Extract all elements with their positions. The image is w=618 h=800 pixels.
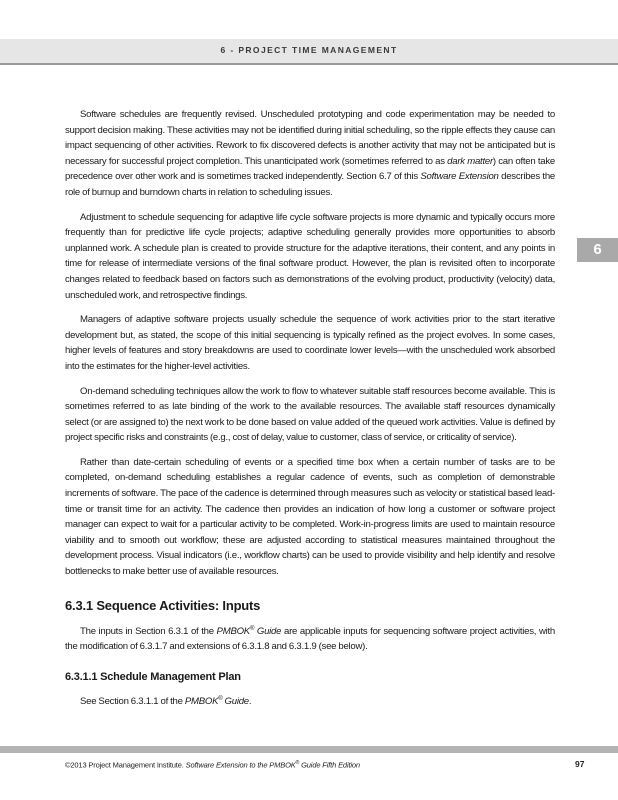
paragraph-2: Adjustment to schedule sequencing for adaptive life cycle software projects is more dynamic and typically occurs more frequently than for predictive life cycle projects; adaptive scheduling generally provides more opportunities to absorb unplanned work. A schedule plan is created to provide structure for the adaptive iterations, their content, and any points in time for release of intermediate versions of the final software product. However, the plan is revisited often to incorporate changes related to feedback based on factors such as demonstrations of the evolving product, productivity (velocity) data, unscheduled work, and retrospective findings. [65,211,555,301]
header-rule [0,63,618,65]
page-number: 97 [575,759,585,769]
paragraph-1: Software schedules are frequently revised. Unscheduled prototyping and code experimentation may be needed to support decision making. These activities may not be identified during initial scheduling, so the ripple effects they cause can impact sequencing of other activities. Rework to fix discovered defects is another activity that may not be anticipated but is necessary for successful project completion. This unanticipated work (sometimes referred to as dark matter) can often take precedence over other work and is sometimes tracked independently. Section 6.7 of this Software Extension describes the role of burnup and burndown charts in relation to scheduling issues. [65,109,555,198]
chapter-tab: 6 [577,238,618,262]
paragraph-4: On-demand scheduling techniques allow the work to flow to whatever suitable staff resources become available. This is sometimes referred to as late binding of the work to the available resources. The available staff resources dynamically select (or are assigned to) the next work to be done based on value added of the queued work activities. Value is defined by project specific risks and constraints (e.g., cost of delay, value to customer, class of service, or criticality of service). [65,385,555,444]
paragraph-6: The inputs in Section 6.3.1 of the PMBOK® Guide are applicable inputs for sequencing software project activities, with the modification of 6.3.1.7 and extensions of 6.3.1.8 and 6.3.1.9 (see below). [65,625,556,653]
paragraph-5: Rather than date-certain scheduling of events or a specified time box when a certain number of tasks are to be completed, on-demand scheduling establishes a regular cadence of events, such as completion of demonstrable increments of software. The pace of the cadence is determined through measures such as velocity or statistical based lead-time or transit time for an activity. The cadence then provides an indication of how long a customer or software project manager can expect to wait for a particular activity to be completed. Work-in-progress limits are used to maintain resource viability and to smooth out workflow; these are adjusted according to statistical measures maintained throughout the development process. Visual indicators (i.e., workflow charts) can be used to provide visibility and help identify and resolve bottlenecks to make better use of available resources. [65,456,555,578]
footer-band [0,746,618,753]
footer-copyright: ©2013 Project Management Institute. Software Extension to the PMBOK® Guide Fifth Edition [65,760,360,770]
paragraph-3: Managers of adaptive software projects usually schedule the sequence of work activities prior to the start iterative development but, as stated, the scope of this initial sequencing is typically refined as the project evolves. In some cases, higher levels of features and story breakdowns are used to coordinate lower levels—with the unscheduled work absorbed into the estimates for the higher-level activities. [65,314,555,372]
page-body [65,107,555,719]
running-header: 6 - PROJECT TIME MANAGEMENT [220,45,398,55]
subsection-heading: 6.3.1.1 Schedule Management Plan [65,671,241,683]
paragraph-7: See Section 6.3.1.1 of the PMBOK® Guide. [80,696,252,708]
section-heading: 6.3.1 Sequence Activities: Inputs [65,597,261,613]
